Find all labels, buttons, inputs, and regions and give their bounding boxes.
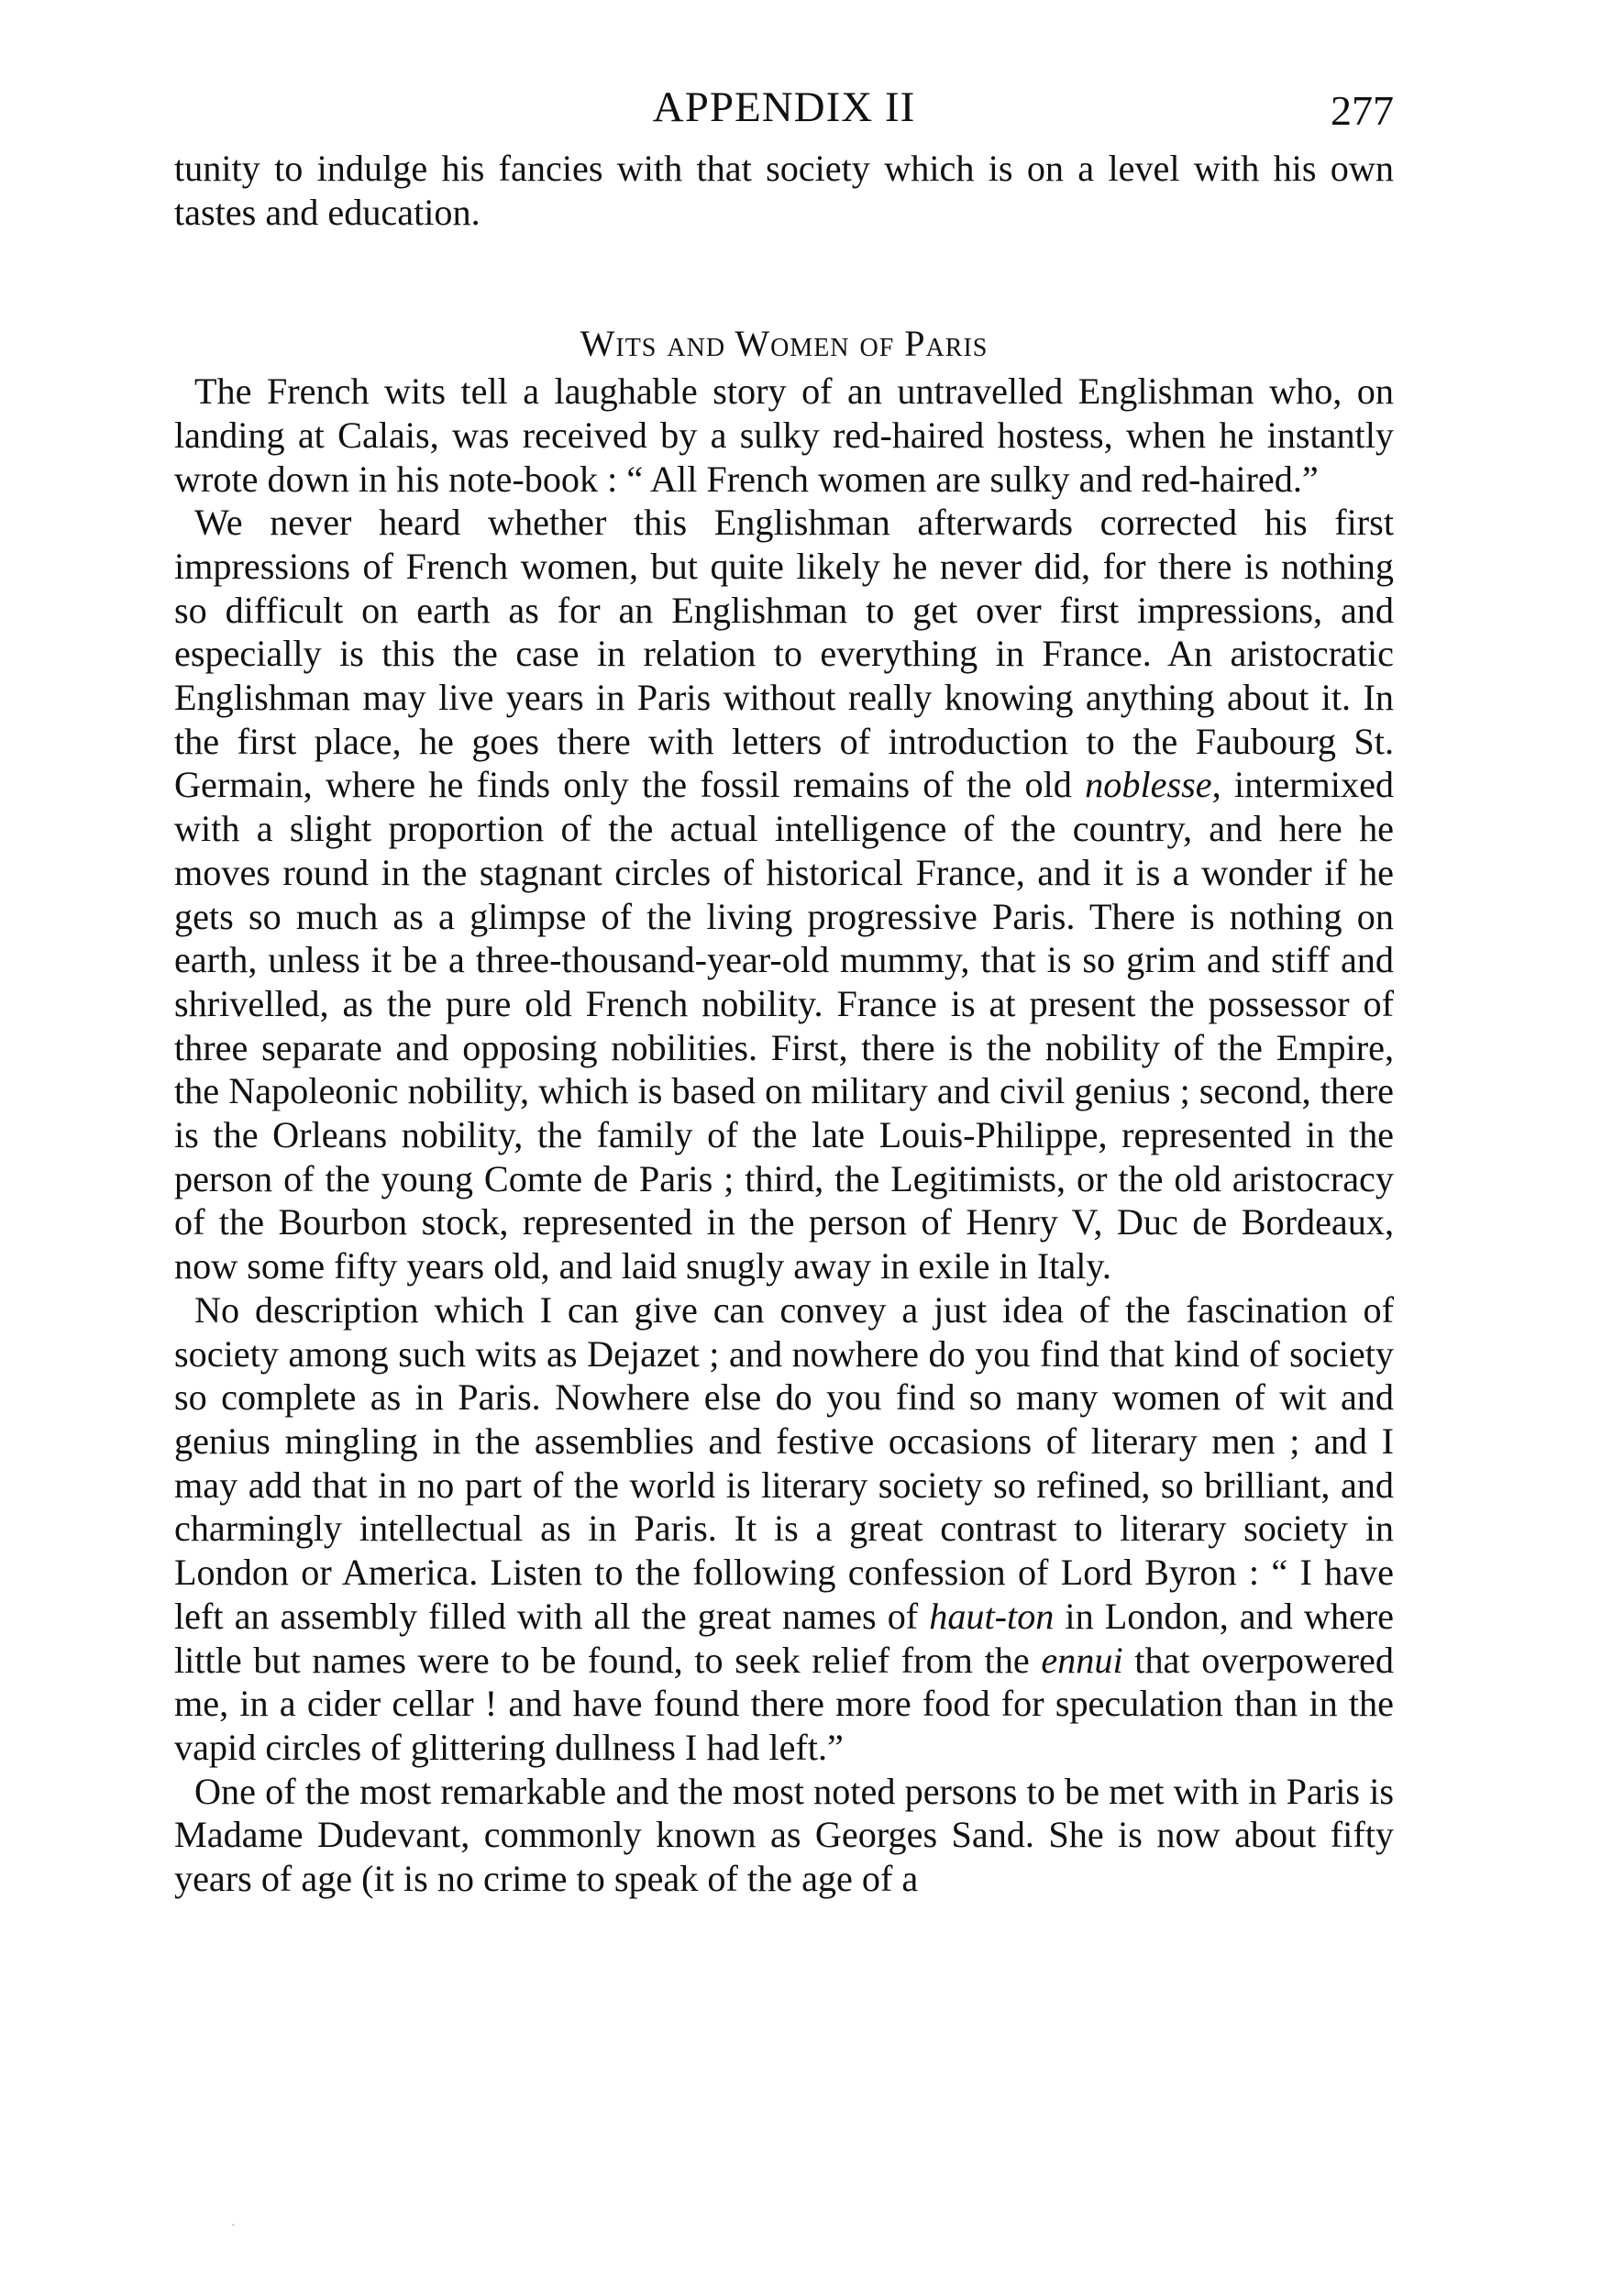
paragraph-2-text-b: , intermixed with a slight proportion of the actual intelligence of the country, and here he moves round in the stagnant circles of historical France, and it is a wonder if he gets so much as a glimpse of the living progressive Paris. There is nothing on earth, unless it be a three-thousand-year-old mummy, that is so grim and stiff and shrivelled, as the pure old French nobility. France is at present the possessor of three separate and opposing nobilities. First, there is the nobility of the Empire, the Napoleonic nobility, which is based on military and civil genius ; second, there is the Orleans nobility, the family of the late Louis-Philippe, represented in the person of the young Comte de Paris ; third, the Legitimists, or the old aristocracy of the Bourbon stock, represented in the person of Henry V, Duc de Bordeaux, now some fifty years old, and laid snugly away in exile in Italy. [174,764,1394,1287]
paragraph-2 [174,501,1394,1288]
section-heading: Wits and Women of Paris [580,323,989,365]
paragraph-4: One of the most remarkable and the most noted persons to be met with in Paris is Madame Dudevant, commonly known as Georges Sand. She is now about fifty years of age (it is no crime to speak of the age of a [174,1770,1394,1900]
page-number: 277 [1331,87,1394,134]
paragraph-1: The French wits tell a laughable story of an untravelled Englishman who, on landing at Calais, was received by a sulky red-haired hostess, when he instantly wrote down in his note-book : “ All French women are sulky and red-haired.” [174,370,1394,500]
paragraph-3-text-c: that overpowered me, in a cider cellar ! and have found there more food for speculation than in the vapid circles of glittering dullness I had left.” [174,1639,1394,1768]
book-page [174,83,1394,1901]
paragraph-3-text-a: No description which I can give can convey a just idea of the fascination of society among such wits as Dejazet ; and nowhere do you find that kind of society so complete as in Paris. Nowhere else do you find so many women of wit and genius mingling in the assemblies and festive occasions of literary men ; and I may add that in no part of the world is literary society so refined, so brilliant, and charmingly intellectual as in Paris. It is a great contrast to literary society in London or America. Listen to the following confession of Lord Byron : “ I have left an assembly filled with all the great names of [174,1288,1394,1637]
paragraph-2-text-a: We never heard whether this Englishman afterwards corrected his first impressions of French women, but quite likely he never did, for there is nothing so difficult on earth as for an Englishman to get over first impressions, and especially is this the case in relation to everything in France. An aristocratic Englishman may live years in Paris without really knowing anything about it. In the first place, he goes there with letters of introduction to the Faubourg St. Germain, where he finds only the fossil remains of the old [174,502,1394,806]
paragraph-3-text-b: in London, and where little but names were to be found, to seek relief from the [174,1595,1394,1681]
paragraph-3 [174,1288,1394,1770]
paragraph-3-italic-ennui: ennui [1041,1639,1123,1681]
opening-paragraph: tunity to indulge his fancies with that society which is on a level with his own tastes and education. [174,148,1394,233]
paragraph-2-italic-noblesse: noblesse [1085,764,1212,806]
paragraph-3-italic-haut-ton: haut-ton [929,1595,1055,1637]
footer-mark: · [231,2219,236,2233]
text-block [174,147,1394,1901]
running-title: APPENDIX II [652,83,916,131]
running-header [174,83,1394,147]
